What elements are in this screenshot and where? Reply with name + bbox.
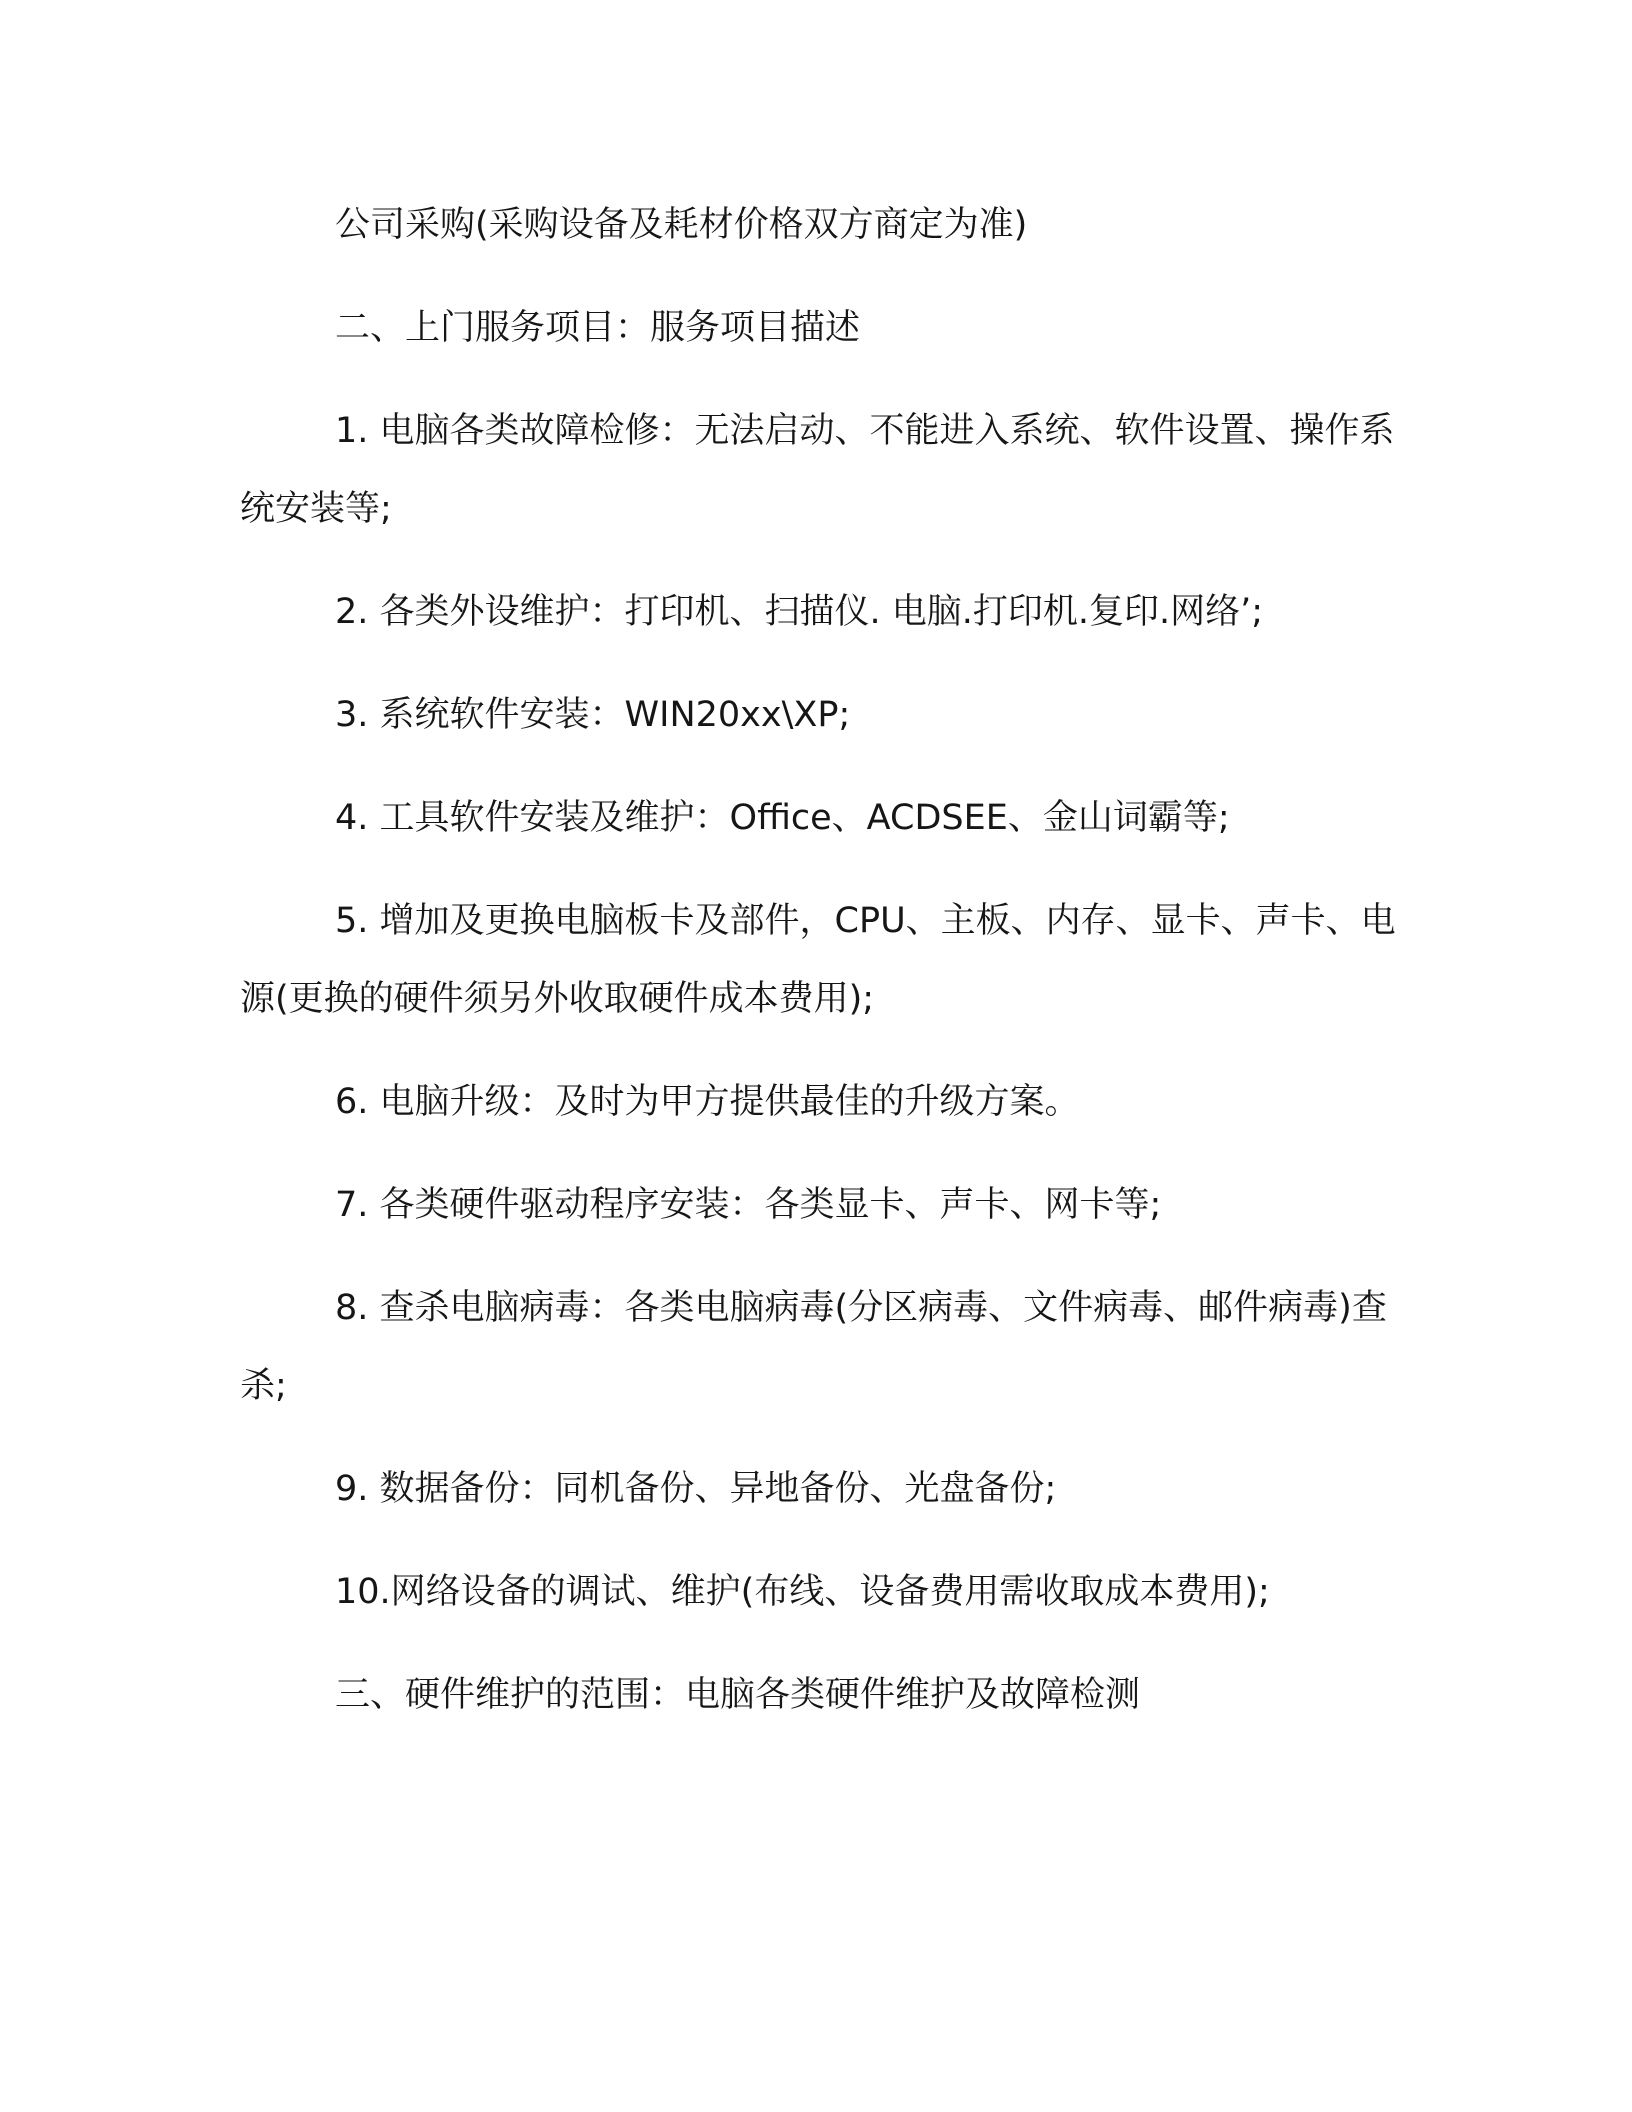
list-item-2: 2. 各类外设维护：打印机、扫描仪. 电脑.打印机.复印.网络’;	[335, 592, 1264, 632]
list-item-1: 1. 电脑各类故障检修：无法启动、不能进入系统、软件设置、操作系统安装等;	[240, 411, 1395, 529]
list-item-6: 6. 电脑升级：及时为甲方提供最佳的升级方案。	[335, 1082, 1080, 1122]
document-body	[240, 186, 1420, 1759]
list-item-10: 10.网络设备的调试、维护(布线、设备费用需收取成本费用);	[335, 1572, 1270, 1612]
section-heading-onsite-service: 二、上门服务项目：服务项目描述	[335, 308, 861, 348]
list-item-3: 3. 系统软件安装：WIN20xx\XP;	[335, 695, 851, 735]
paragraph-procurement: 公司采购(采购设备及耗材价格双方商定为准)	[335, 205, 1028, 245]
list-item-4: 4. 工具软件安装及维护：Office、ACDSEE、金山词霸等;	[335, 798, 1230, 838]
list-item-7: 7. 各类硬件驱动程序安装：各类显卡、声卡、网卡等;	[335, 1185, 1162, 1225]
section-heading-hardware-scope: 三、硬件维护的范围：电脑各类硬件维护及故障检测	[335, 1675, 1141, 1715]
list-item-5: 5. 增加及更换电脑板卡及部件，CPU、主板、内存、显卡、声卡、电源(更换的硬件须另外收取硬件成本费用);	[240, 901, 1396, 1019]
list-item-9: 9. 数据备份：同机备份、异地备份、光盘备份;	[335, 1469, 1057, 1509]
list-item-8: 8. 查杀电脑病毒：各类电脑病毒(分区病毒、文件病毒、邮件病毒)查杀;	[240, 1288, 1387, 1406]
